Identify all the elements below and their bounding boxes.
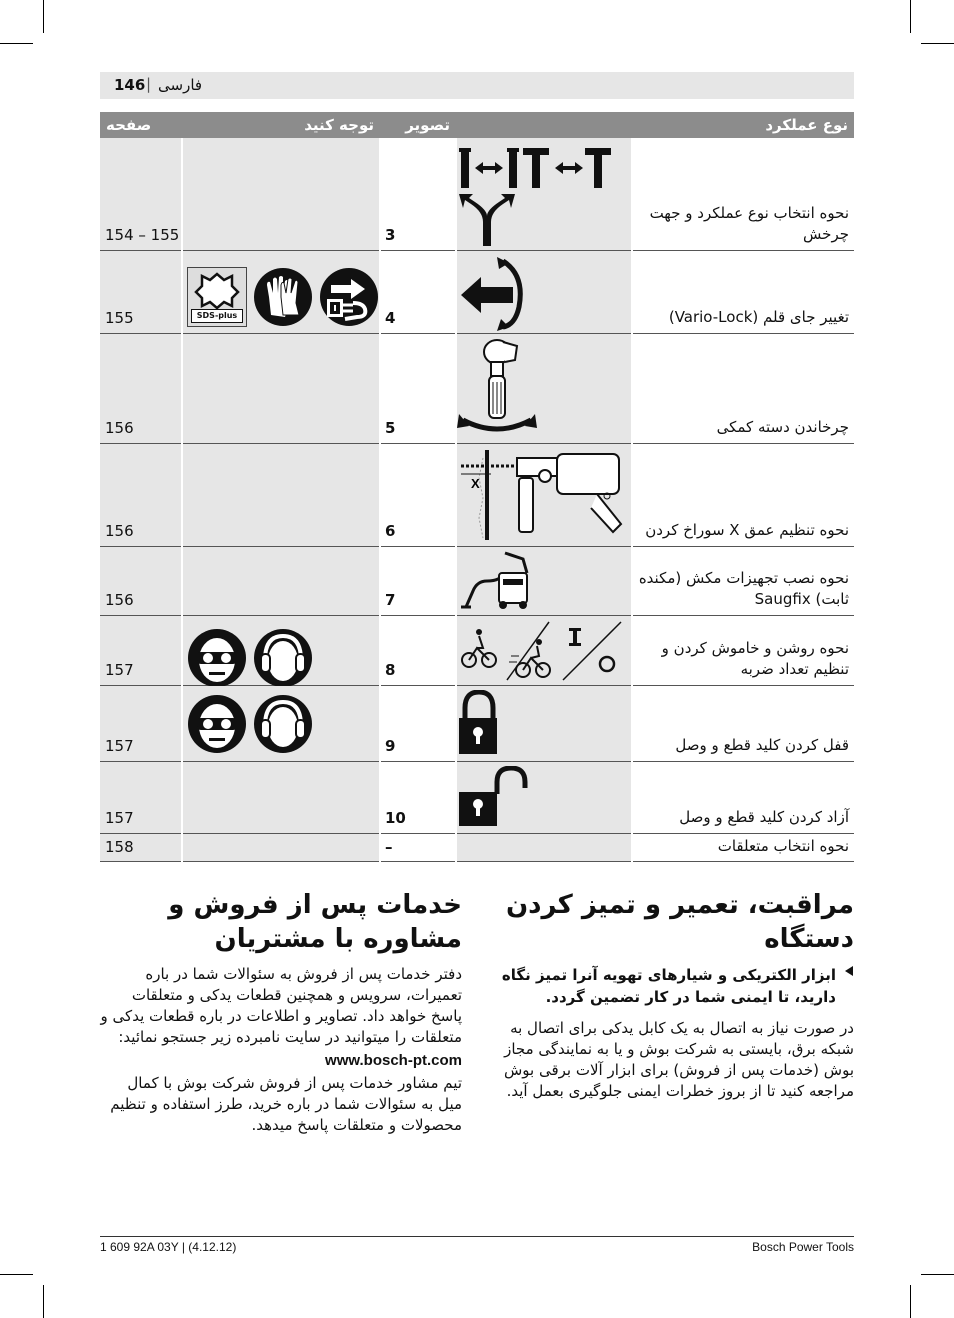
notice-icons bbox=[187, 694, 313, 754]
row-figure: 6 bbox=[380, 443, 456, 546]
row-operation: آزاد کردن کلید قطع و وصل bbox=[632, 761, 854, 833]
maintenance-section bbox=[500, 888, 854, 1102]
language-label: فارسی bbox=[158, 76, 203, 94]
row-page: 156 bbox=[100, 443, 182, 546]
page-number: 146 bbox=[114, 76, 146, 94]
table-row bbox=[100, 615, 854, 685]
goggles-icon bbox=[187, 628, 247, 688]
col-figure: تصویر bbox=[380, 112, 456, 138]
crop-mark bbox=[921, 1274, 954, 1275]
row-page: 157 bbox=[100, 615, 182, 685]
service-paragraph-1: دفتر خدمات پس از فروش به سئوالات شما در باره تعمیرات، سرویس و همچنین قطعات یدکی و متعلقات پاسخ خواهد داد. تصاویر و اطلاعات در باره قطعات یدکی و متعلقات را میتوانید در سایت نامبرده زیر جستجو نمائید: bbox=[100, 965, 462, 1046]
col-image bbox=[456, 112, 632, 138]
footer-doc-number: 1 609 92A 03Y | (4.12.12) bbox=[100, 1240, 237, 1254]
row-image bbox=[456, 615, 632, 685]
table-row bbox=[100, 333, 854, 443]
row-notice bbox=[182, 250, 380, 333]
gloves-icon bbox=[253, 267, 313, 327]
row-image bbox=[456, 443, 632, 546]
row-page: 156 bbox=[100, 546, 182, 615]
notice-icons bbox=[187, 267, 379, 327]
row-notice bbox=[182, 833, 380, 861]
mode-direction-icon bbox=[457, 142, 633, 248]
sds-plus-label: SDS-plus bbox=[191, 309, 243, 323]
row-figure: – bbox=[380, 833, 456, 861]
row-page: 157 bbox=[100, 761, 182, 833]
crop-mark bbox=[0, 1274, 33, 1275]
row-image bbox=[456, 250, 632, 333]
row-operation: نحوه روشن و خاموش کردن و تنظیم تعداد ضربه bbox=[632, 615, 854, 685]
row-notice bbox=[182, 615, 380, 685]
row-figure: 4 bbox=[380, 250, 456, 333]
goggles-icon bbox=[187, 694, 247, 754]
sds-plus-icon bbox=[187, 267, 247, 327]
triangle-bullet-icon bbox=[844, 964, 854, 978]
maintenance-warning bbox=[500, 964, 854, 1008]
depth-stop-icon bbox=[457, 448, 633, 544]
crop-mark bbox=[921, 43, 954, 44]
depth-op-text: نحوه تنظیم عمق X سوراخ کردن bbox=[645, 520, 849, 539]
row-figure: 5 bbox=[380, 333, 456, 443]
row-image bbox=[456, 685, 632, 761]
crop-mark bbox=[910, 0, 911, 33]
row-operation: نحوه انتخاب نوع عملکرد و جهت چرخش bbox=[632, 138, 854, 250]
row-notice bbox=[182, 761, 380, 833]
service-url-link[interactable]: www.bosch-pt.com bbox=[325, 1052, 462, 1069]
row-page: 154 – 155 bbox=[100, 138, 182, 250]
auxiliary-handle-icon bbox=[457, 338, 633, 442]
table-header-row bbox=[100, 112, 854, 138]
dust-extractor-icon bbox=[457, 551, 633, 613]
footer-divider bbox=[100, 1236, 854, 1237]
row-operation bbox=[632, 443, 854, 546]
row-operation: تغییر جای قلم (Vario-Lock) bbox=[632, 250, 854, 333]
col-notice: توجه کنید bbox=[182, 112, 380, 138]
table-row bbox=[100, 138, 854, 250]
row-page: 155 bbox=[100, 250, 182, 333]
service-title: خدمات پس از فروش و مشاوره با مشتریان bbox=[168, 890, 462, 954]
maintenance-title: مراقبت، تعمیر و تمیز کردن دستگاه bbox=[505, 890, 854, 954]
table-row bbox=[100, 250, 854, 333]
row-image bbox=[456, 138, 632, 250]
row-notice bbox=[182, 685, 380, 761]
row-image bbox=[456, 833, 632, 861]
service-paragraph-2: تیم مشاور خدمات پس از فروش شرکت بوش با کمال میل به سئوالات شما در باره خرید، طرز استفاده و تنظیم محصولات و متعلقات پاسخ میدهد. bbox=[110, 1074, 462, 1134]
row-page: 156 bbox=[100, 333, 182, 443]
row-page: 157 bbox=[100, 685, 182, 761]
table-row bbox=[100, 833, 854, 861]
row-figure: 10 bbox=[380, 761, 456, 833]
page-header bbox=[100, 72, 854, 99]
row-notice bbox=[182, 138, 380, 250]
ear-protection-icon bbox=[253, 694, 313, 754]
row-figure: 9 bbox=[380, 685, 456, 761]
col-operation: نوع عملکرد bbox=[632, 112, 854, 138]
row-operation: قفل کردن کلید قطع و وصل bbox=[632, 685, 854, 761]
row-notice bbox=[182, 443, 380, 546]
lock-open-icon bbox=[457, 766, 633, 832]
operations-table bbox=[100, 112, 854, 862]
row-page: 158 bbox=[100, 833, 182, 861]
ear-protection-icon bbox=[253, 628, 313, 688]
row-figure: 7 bbox=[380, 546, 456, 615]
row-notice bbox=[182, 546, 380, 615]
footer-brand: Bosch Power Tools bbox=[752, 1240, 854, 1254]
row-image bbox=[456, 761, 632, 833]
table-row bbox=[100, 761, 854, 833]
table-row bbox=[100, 685, 854, 761]
crop-mark bbox=[43, 1285, 44, 1318]
row-image bbox=[456, 546, 632, 615]
unplug-icon bbox=[319, 267, 379, 327]
crop-mark bbox=[910, 1285, 911, 1318]
row-image bbox=[456, 333, 632, 443]
row-figure: 8 bbox=[380, 615, 456, 685]
on-off-impact-icon bbox=[457, 620, 633, 684]
row-operation: نحوه انتخاب متعلقات bbox=[632, 833, 854, 861]
vario-lock-icon bbox=[457, 255, 633, 333]
row-figure: 3 bbox=[380, 138, 456, 250]
maintenance-body: در صورت نیاز به اتصال به یک کابل یدکی برای اتصال به شبکه برق، بایستی به شرکت بوش و یا به نمایندگی مجاز بوش (خدمات پس از فروش) برای ابزار آلات برقی بوش مراجعه کنید تا از بروز خطرات ایمنی جلوگیری بعمل آید. bbox=[503, 1019, 854, 1100]
row-operation: نحوه نصب تجهیزات مکش (مکنده ثابت) Saugfix bbox=[632, 546, 854, 615]
row-operation: چرخاندن دسته کمکی bbox=[632, 333, 854, 443]
table-row bbox=[100, 443, 854, 546]
maintenance-warning-text: ابزار الکتریکی و شیارهای تهویه آنرا تمیز نگاه دارید، تا ایمنی شما در کار تضمین گردد. bbox=[501, 966, 836, 1006]
header-separator: | bbox=[146, 75, 152, 93]
row-notice bbox=[182, 333, 380, 443]
lock-closed-icon bbox=[457, 690, 633, 760]
notice-icons bbox=[187, 628, 313, 688]
crop-mark bbox=[43, 0, 44, 33]
depth-label: X bbox=[471, 475, 480, 491]
col-page: صفحه bbox=[100, 112, 182, 138]
crop-mark bbox=[0, 43, 33, 44]
table-row bbox=[100, 546, 854, 615]
service-section bbox=[100, 888, 462, 1136]
